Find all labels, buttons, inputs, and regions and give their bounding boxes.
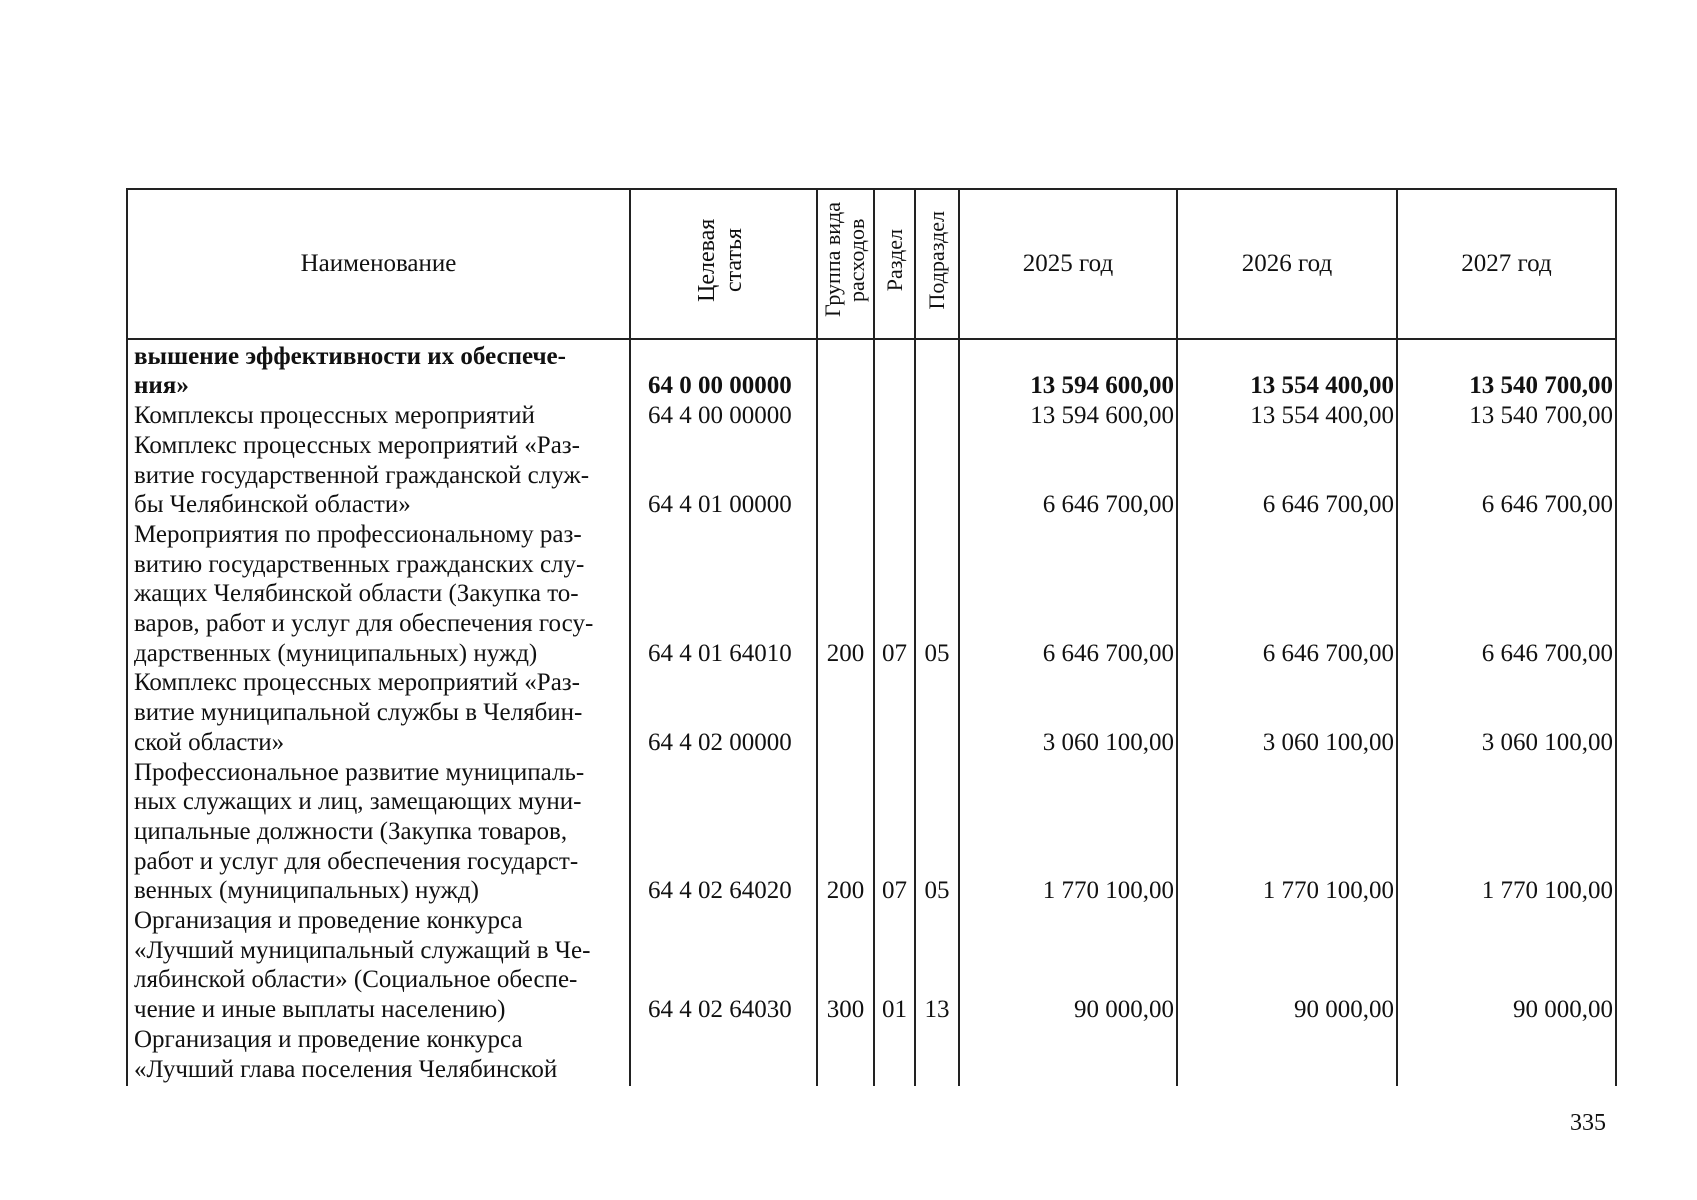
row-section: 01 (874, 906, 915, 1025)
budget-table (126, 188, 1617, 1086)
row-code: 64 4 02 00000 (630, 668, 817, 757)
row-name: Комплексы процессных мероприятий (127, 401, 630, 431)
row-amount-2025: 13 594 600,00 (959, 342, 1177, 401)
row-amount-2027: 3 060 100,00 (1397, 668, 1616, 757)
row-amount-2027: 90 000,00 (1397, 906, 1616, 1025)
row-subsection: 05 (915, 758, 959, 907)
table-header-row (127, 189, 1616, 339)
header-expense-group-label: Группа вида расходов (819, 202, 869, 318)
row-code: 64 0 00 00000 (630, 342, 817, 401)
table-row (127, 906, 1616, 1025)
row-amount-2027 (1397, 1025, 1616, 1086)
row-section: 07 (874, 758, 915, 907)
table-row (127, 758, 1616, 907)
row-group: 200 (817, 520, 874, 669)
row-code: 64 4 02 64020 (630, 758, 817, 907)
row-amount-2027: 6 646 700,00 (1397, 520, 1616, 669)
row-code (630, 1025, 817, 1086)
row-section (874, 401, 915, 431)
row-amount-2025: 3 060 100,00 (959, 668, 1177, 757)
row-subsection (915, 1025, 959, 1086)
row-section (874, 431, 915, 520)
header-year-2027: 2027 год (1397, 189, 1616, 339)
row-name: Комплекс процессных мероприятий «Раз- витие государственной гражданской служ- бы Челябинской области» (127, 431, 630, 520)
row-amount-2026: 13 554 400,00 (1177, 342, 1397, 401)
row-amount-2026: 3 060 100,00 (1177, 668, 1397, 757)
row-code: 64 4 02 64030 (630, 906, 817, 1025)
row-amount-2025: 1 770 100,00 (959, 758, 1177, 907)
row-name: Профессиональное развитие муниципаль- ных служащих и лиц, замещающих муни- ципальные должности (Закупка товаров, работ и услуг для обеспечения государст- венных (муниципальных) нужд) (127, 758, 630, 907)
table-row (127, 342, 1616, 401)
header-expense-group (817, 189, 874, 339)
table-row (127, 401, 1616, 431)
row-amount-2026 (1177, 1025, 1397, 1086)
row-amount-2027: 1 770 100,00 (1397, 758, 1616, 907)
row-amount-2025: 90 000,00 (959, 906, 1177, 1025)
row-name: вышение эффективности их обеспече- ния» (127, 342, 630, 401)
row-group (817, 431, 874, 520)
row-name: Комплекс процессных мероприятий «Раз- витие муниципальной службы в Челябин- ской области» (127, 668, 630, 757)
row-section: 07 (874, 520, 915, 669)
header-target-item-label: Целевая статья (693, 218, 747, 302)
header-section (874, 189, 915, 339)
row-section (874, 668, 915, 757)
row-amount-2025 (959, 1025, 1177, 1086)
table-row (127, 668, 1616, 757)
row-group (817, 342, 874, 401)
header-name: Наименование (127, 189, 630, 339)
row-subsection: 13 (915, 906, 959, 1025)
row-section (874, 1025, 915, 1086)
header-year-2026: 2026 год (1177, 189, 1397, 339)
page-number: 335 (1570, 1110, 1606, 1136)
row-subsection (915, 668, 959, 757)
row-amount-2026: 1 770 100,00 (1177, 758, 1397, 907)
row-subsection (915, 342, 959, 401)
header-section-label: Раздел (881, 228, 907, 292)
row-group (817, 668, 874, 757)
row-amount-2027: 13 540 700,00 (1397, 342, 1616, 401)
row-code: 64 4 01 64010 (630, 520, 817, 669)
header-subsection-label: Подраздел (924, 210, 950, 310)
row-section (874, 342, 915, 401)
table-row (127, 520, 1616, 669)
row-name: Организация и проведение конкурса «Лучший муниципальный служащий в Че- лябинской области» (Социальное обеспе- чение и иные выплаты населению) (127, 906, 630, 1025)
row-amount-2026: 13 554 400,00 (1177, 401, 1397, 431)
header-target-item (630, 189, 817, 339)
table-row (127, 1025, 1616, 1086)
row-group: 200 (817, 758, 874, 907)
row-amount-2025: 6 646 700,00 (959, 431, 1177, 520)
table-row (127, 431, 1616, 520)
row-subsection (915, 431, 959, 520)
row-amount-2027: 13 540 700,00 (1397, 401, 1616, 431)
row-group (817, 1025, 874, 1086)
row-amount-2026: 90 000,00 (1177, 906, 1397, 1025)
row-amount-2025: 6 646 700,00 (959, 520, 1177, 669)
row-group: 300 (817, 906, 874, 1025)
row-amount-2025: 13 594 600,00 (959, 401, 1177, 431)
row-amount-2027: 6 646 700,00 (1397, 431, 1616, 520)
row-amount-2026: 6 646 700,00 (1177, 431, 1397, 520)
row-name: Мероприятия по профессиональному раз- витию государственных гражданских слу- жащих Челябинской области (Закупка то- варов, работ и услуг для обеспечения госу- дарственных (муниципальных) нужд) (127, 520, 630, 669)
row-name: Организация и проведение конкурса «Лучший глава поселения Челябинской (127, 1025, 630, 1086)
row-code: 64 4 00 00000 (630, 401, 817, 431)
row-subsection: 05 (915, 520, 959, 669)
row-code: 64 4 01 00000 (630, 431, 817, 520)
row-group (817, 401, 874, 431)
row-subsection (915, 401, 959, 431)
header-year-2025: 2025 год (959, 189, 1177, 339)
row-amount-2026: 6 646 700,00 (1177, 520, 1397, 669)
header-subsection (915, 189, 959, 339)
